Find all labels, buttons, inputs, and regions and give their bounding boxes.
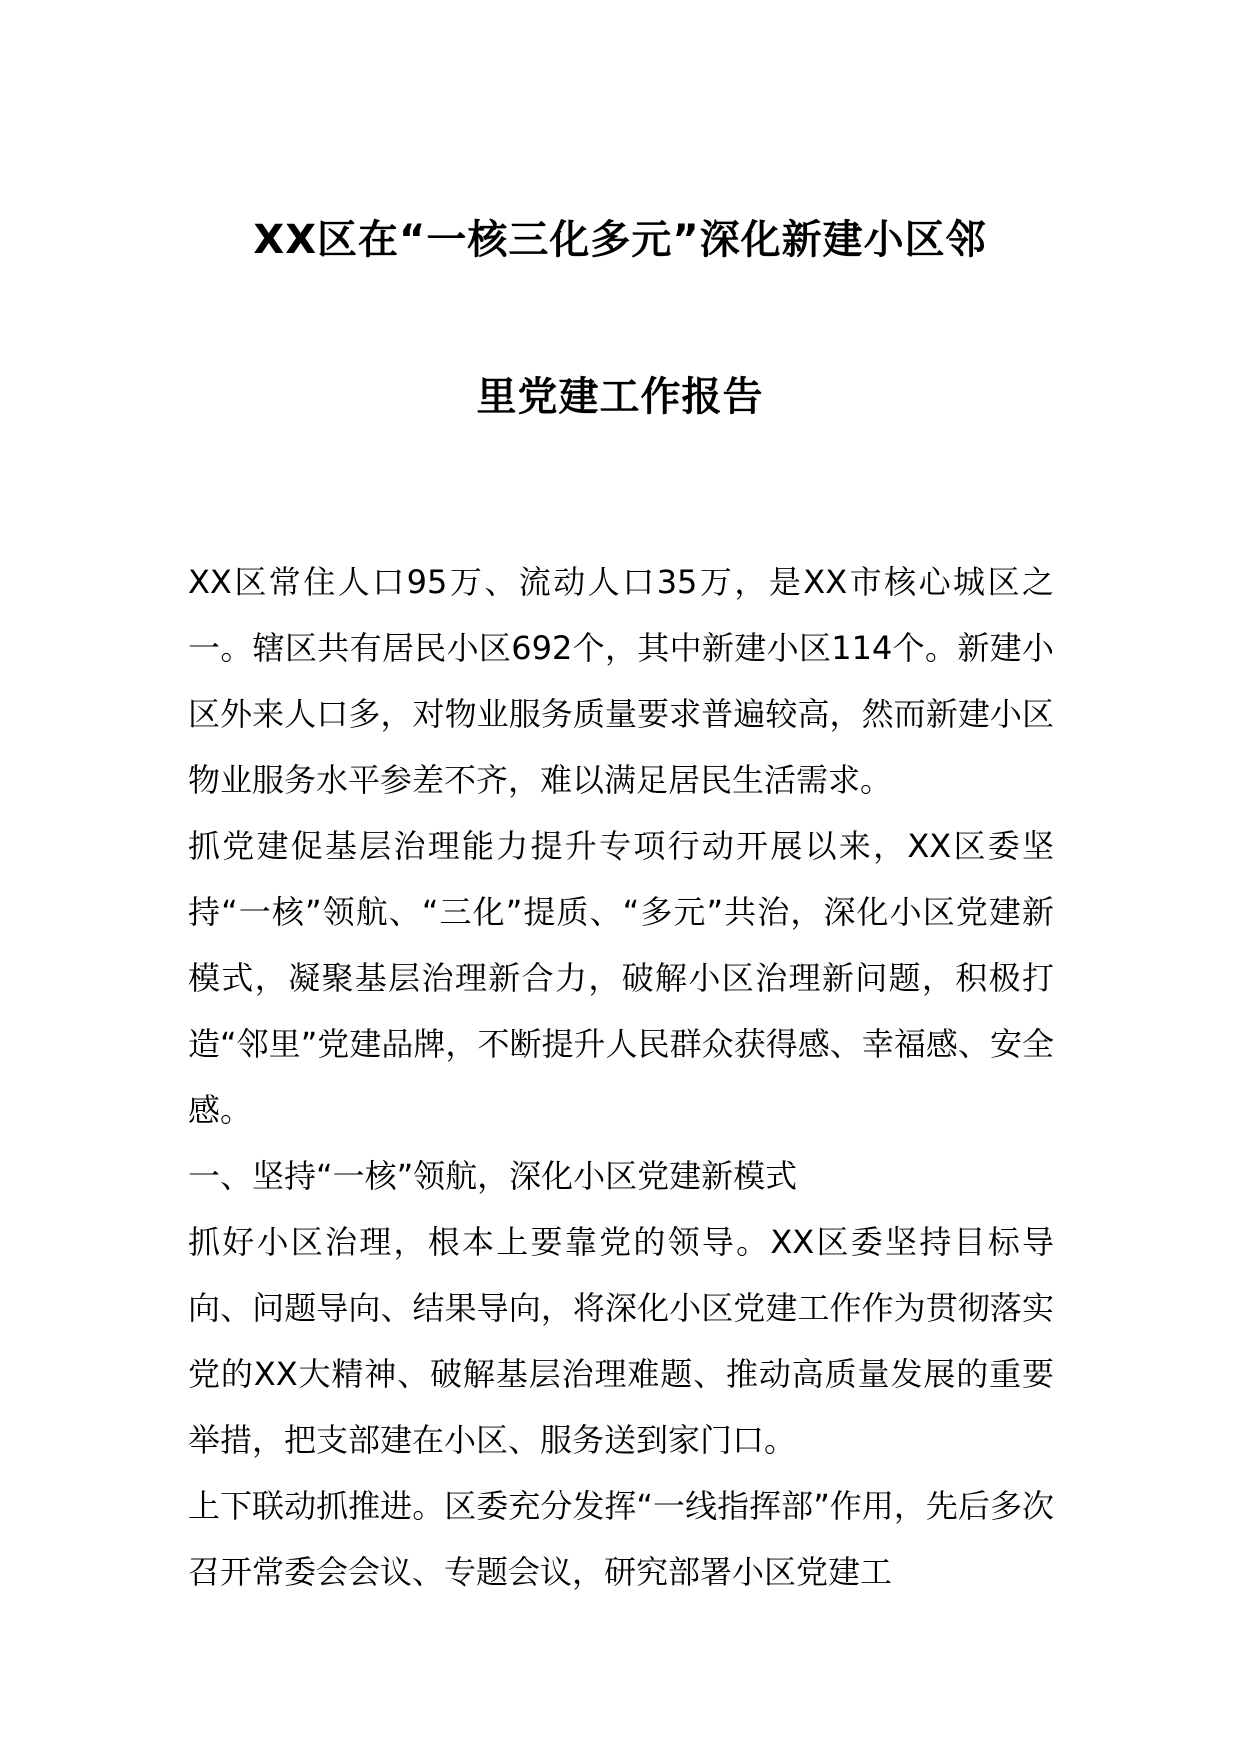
paragraph-linkage: 上下联动抓推进。区委充分发挥“一线指挥部”作用，先后多次召开常委会会议、专题会议，研究部署小区党建工 [188,1487,1054,1591]
paragraph-overview: 抓党建促基层治理能力提升专项行动开展以来，XX区委坚持“一核”领航、“三化”提质、“多元”共治，深化小区党建新模式，凝聚基层治理新合力，破解小区治理新问题，积极打造“邻里”党建品牌，不断提升人民群众获得感、幸福感、安全感。 [188,827,1054,1129]
paragraph-intro: XX区常住人口95万、流动人口35万，是XX市核心城区之一。辖区共有居民小区692个，其中新建小区114个。新建小区外来人口多，对物业服务质量要求普遍较高，然而新建小区物业服务水平参差不齐，难以满足居民生活需求。 [188,563,1054,799]
document-title-line-1: XX区在“一核三化多元”深化新建小区邻 [253,217,987,263]
paragraph-section-1: 抓好小区治理，根本上要靠党的领导。XX区委坚持目标导向、问题导向、结果导向，将深化小区党建工作作为贯彻落实党的XX大精神、破解基层治理难题、推动高质量发展的重要举措，把支部建在小区、服务送到家门口。 [188,1223,1054,1459]
section-heading-1: 一、坚持“一核”领航，深化小区党建新模式 [188,1157,798,1195]
document-body [188,549,1054,1605]
document-title-line-2: 里党建工作报告 [476,374,764,420]
